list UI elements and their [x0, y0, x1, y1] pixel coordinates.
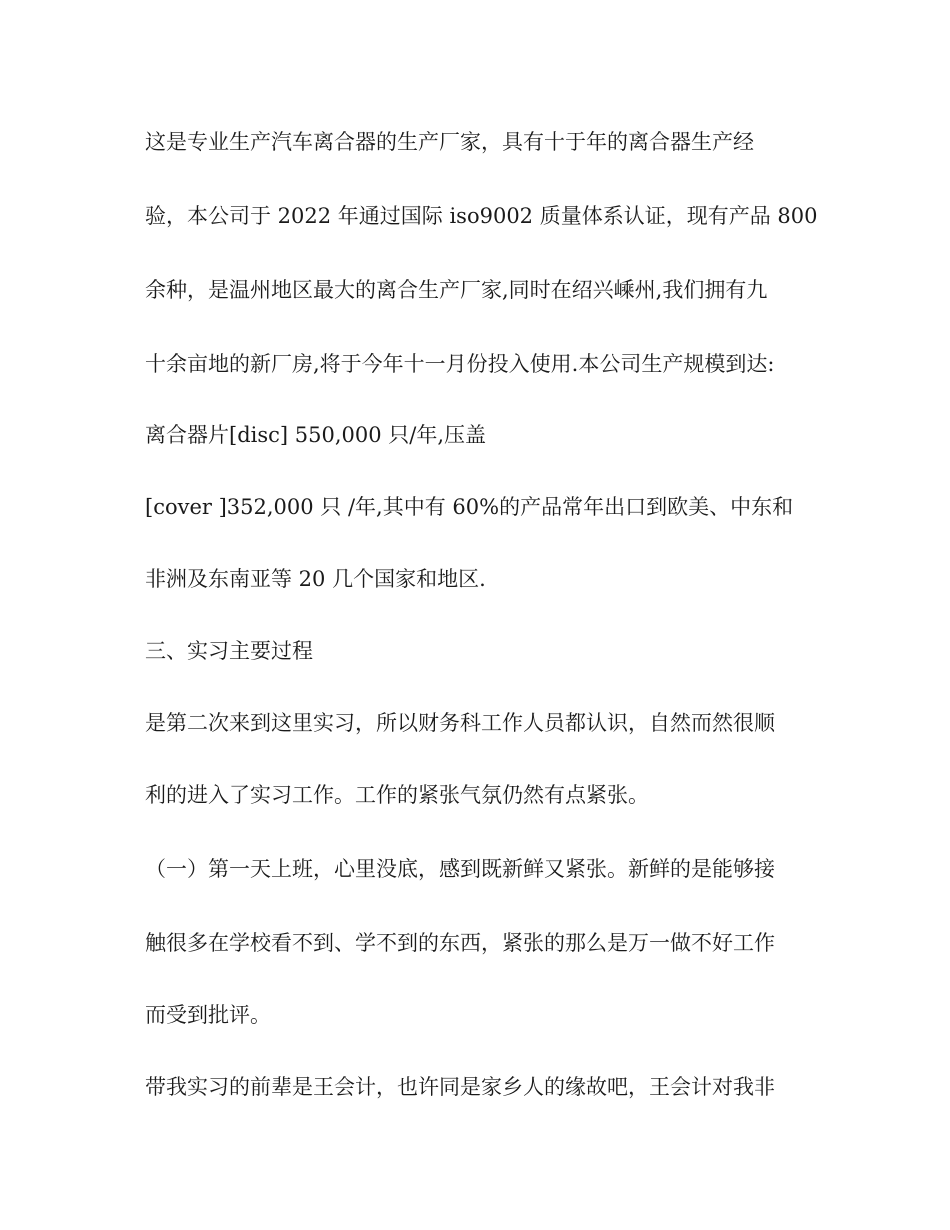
body-text-line: 是第二次来到这里实习，所以财务科工作人员都认识，自然而然很顺: [145, 711, 775, 735]
body-text-line: 非洲及东南亚等 20 几个国家和地区.: [145, 567, 486, 591]
body-text-line: [cover ]352,000 只 /年,其中有 60%的产品常年出口到欧美、中东和: [145, 495, 794, 519]
body-text-line: 而受到批评。: [145, 1003, 271, 1027]
body-text-line: 带我实习的前辈是王会计，也许同是家乡人的缘故吧，王会计对我非: [145, 1075, 775, 1099]
body-text-line: 利的进入了实习工作。工作的紧张气氛仍然有点紧张。: [145, 783, 649, 807]
body-text-line: 离合器片[disc] 550,000 只/年,压盖: [145, 423, 487, 447]
body-text-line: 十余亩地的新厂房,将于今年十一月份投入使用.本公司生产规模到达:: [145, 352, 775, 376]
section-heading: 三、实习主要过程: [145, 639, 313, 663]
body-text-line: （一）第一天上班，心里没底，感到既新鲜又紧张。新鲜的是能够接: [145, 857, 775, 881]
body-text-line: 触很多在学校看不到、学不到的东西，紧张的那么是万一做不好工作: [145, 931, 775, 955]
body-text-line: 余种，是温州地区最大的离合生产厂家,同时在绍兴嵊州,我们拥有九: [145, 278, 768, 302]
body-text-line: 这是专业生产汽车离合器的生产厂家，具有十于年的离合器生产经: [145, 130, 754, 154]
body-text-line: 验，本公司于 2022 年通过国际 iso9002 质量体系认证，现有产品 800: [145, 204, 818, 228]
